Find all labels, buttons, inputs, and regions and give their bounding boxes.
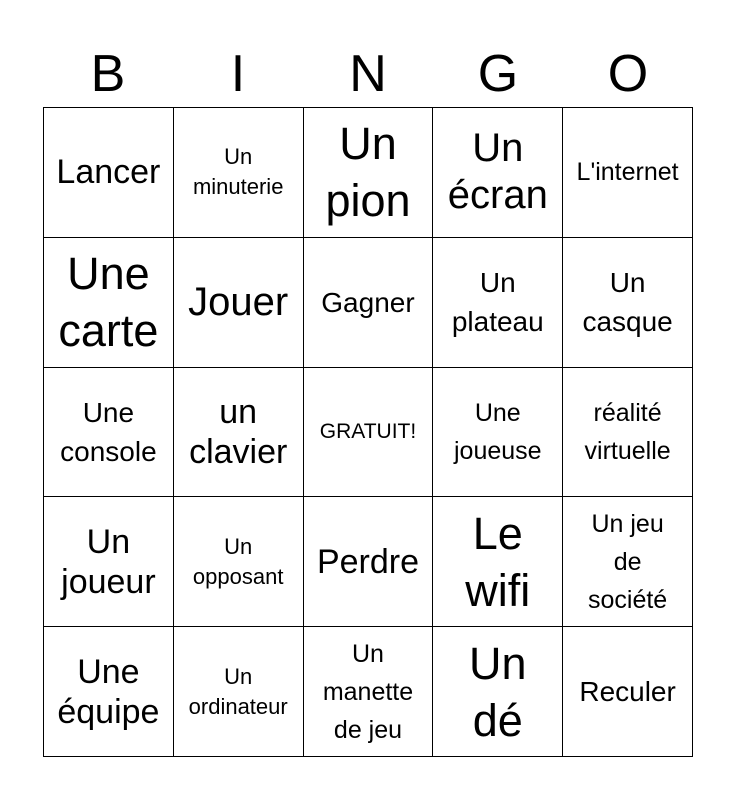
bingo-cell-r1-c2[interactable] <box>174 108 304 238</box>
bingo-cell-r2-c1[interactable] <box>44 238 174 368</box>
bingo-cell-r1-c3[interactable] <box>304 108 434 238</box>
bingo-cell-r2-c2[interactable] <box>174 238 304 368</box>
cell-label: Un jeu de société <box>587 509 668 614</box>
cell-label: Une joueuse <box>454 398 542 465</box>
cell-label: Jouer <box>188 279 289 324</box>
bingo-cell-r2-c5[interactable] <box>563 238 693 368</box>
bingo-cell-r4-c2[interactable] <box>174 497 304 627</box>
bingo-cell-r4-c1[interactable] <box>44 497 174 627</box>
bingo-cell-r5-c5[interactable] <box>563 627 693 757</box>
cell-label: Un ordinateur <box>188 663 288 719</box>
bingo-cell-r2-c3[interactable] <box>304 238 434 368</box>
bingo-cell-r4-c3[interactable] <box>304 497 434 627</box>
cell-label: Reculer <box>579 676 676 708</box>
bingo-cell-r3-c3-free[interactable] <box>304 368 434 498</box>
cell-label: Un manette de jeu <box>322 639 414 744</box>
bingo-cell-r5-c2[interactable] <box>174 627 304 757</box>
bingo-cell-r1-c4[interactable] <box>433 108 563 238</box>
header-letter-n: N <box>349 45 387 103</box>
bingo-cell-r1-c1[interactable] <box>44 108 174 238</box>
bingo-cell-r4-c5[interactable] <box>563 497 693 627</box>
bingo-cell-r3-c4[interactable] <box>433 368 563 498</box>
bingo-cell-r5-c4[interactable] <box>433 627 563 757</box>
header-letter-g: G <box>477 45 519 103</box>
cell-label: Le wifi <box>465 507 531 616</box>
cell-label: Perdre <box>316 542 420 581</box>
bingo-cell-r3-c1[interactable] <box>44 368 174 498</box>
bingo-cell-r2-c4[interactable] <box>433 238 563 368</box>
bingo-cell-r1-c5[interactable] <box>563 108 693 238</box>
cell-label: Une carte <box>58 248 159 357</box>
cell-label: réalité virtuelle <box>584 398 671 465</box>
free-space-label: GRATUIT! <box>319 419 417 443</box>
bingo-grid <box>43 107 693 757</box>
header-letter-o: O <box>607 45 649 103</box>
bingo-cell-r4-c4[interactable] <box>433 497 563 627</box>
cell-label: Un plateau <box>451 267 544 338</box>
cell-label: Un écran <box>447 126 548 218</box>
cell-label: Gagner <box>321 286 415 318</box>
cell-label: Un dé <box>469 637 527 746</box>
cell-label: Un casque <box>582 267 673 338</box>
cell-label: Un joueur <box>61 522 156 601</box>
bingo-cell-r3-c2[interactable] <box>174 368 304 498</box>
cell-label: Une équipe <box>57 652 160 731</box>
bingo-header <box>43 40 693 108</box>
cell-label: Un opposant <box>192 533 284 589</box>
header-letter-i: I <box>230 45 246 103</box>
cell-label: Un minuterie <box>192 144 284 200</box>
cell-label: un clavier <box>189 392 288 471</box>
header-letter-b: B <box>90 45 126 103</box>
cell-label: Lancer <box>56 153 161 192</box>
cell-label: Une console <box>60 396 157 467</box>
bingo-cell-r5-c3[interactable] <box>304 627 434 757</box>
cell-label: L'internet <box>576 158 679 187</box>
cell-label: Un pion <box>325 118 411 227</box>
bingo-cell-r5-c1[interactable] <box>44 627 174 757</box>
bingo-cell-r3-c5[interactable] <box>563 368 693 498</box>
